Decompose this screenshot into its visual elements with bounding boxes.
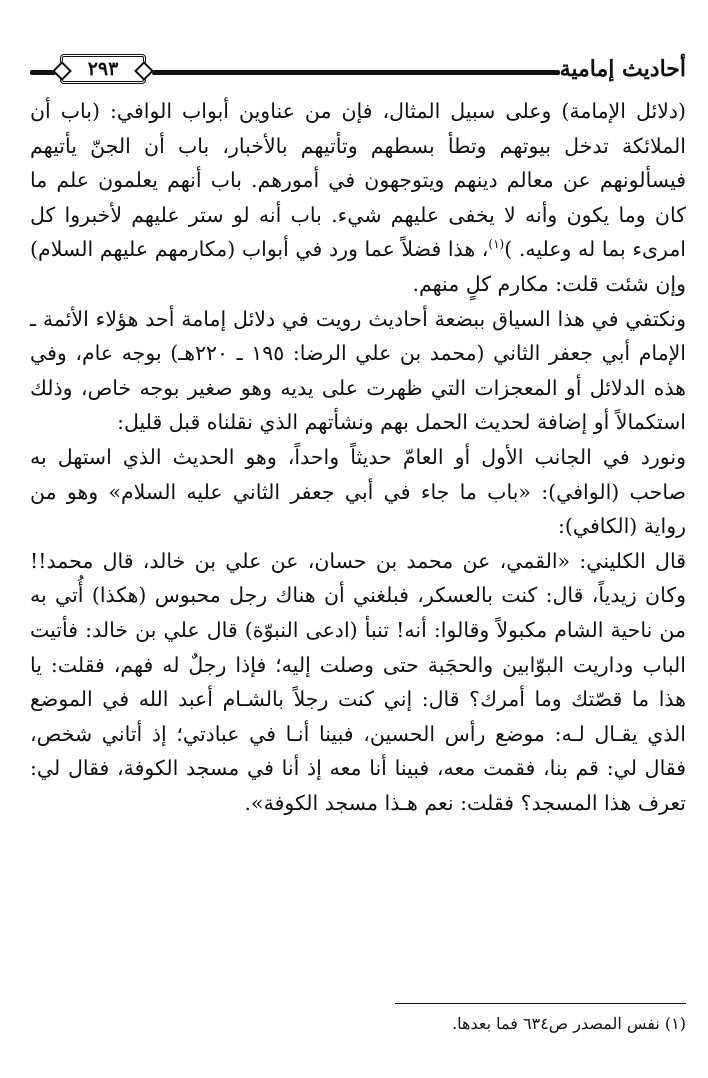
paragraph-1-text-continued: ، هذا فضلاً عما ورد في أبواب (مكارمهم عليهم السلام) وإن شئت قلت: مكارم كلٍ منهم.	[30, 237, 686, 296]
footnote-reference: (١)	[488, 237, 505, 252]
paragraph-2: ونكتفي في هذا السياق ببضعة أحاديث رويت في دلائل إمامة أحد هؤلاء الأئمة ـ الإمام أبي جعفر الثاني (محمد بن علي الرضا: ١٩٥ ـ ٢٢٠هـ) بوجه عام، وفي هذه الدلائل أو المعجزات التي ظهرت على يديه وهو صغير بوجه خاص، وذلك استكمالاً أو إضافة لحديث الحمل بهم ونشأتهم الذي نقلناه قبل قليل:	[30, 306, 686, 435]
paragraph-3: ونورد في الجانب الأول أو العامّ حديثاً واحداً، وهو الحديث الذي استهل به صاحب (الوافي): «باب ما جاء في أبي جعفر الثاني عليه السلام» وهو من رواية (الكافي):	[30, 444, 686, 539]
paragraph-1	[30, 94, 686, 302]
running-title: أحاديث إمامية	[559, 56, 686, 82]
header-rule-right	[152, 70, 560, 75]
paragraph-1-text: (دلائل الإمامة) وعلى سبيل المثال، فإن من عناوين أبواب الوافي: (باب أن الملائكة تدخل بيوتهم وتطأ بسطهم وتأتيهم بالأخبار، باب أن الجنّ يأتيهم فيسألونهم عن معالم دينهم ويتوجهون في أمورهم. باب أنهم يعلمون علم ما كان وما يكون وأنه لا يخفى عليهم شيء. باب أنه لو ستر عليهم لأخبروا كل امرىء بما له وعليه. )	[30, 99, 687, 262]
page-number: ٢٩٣	[60, 54, 146, 84]
main-text	[30, 94, 686, 820]
paragraph-4: قال الكليني: «القمي، عن محمد بن حسان، عن علي بن خالد، قال محمد!! وكان زيدياً، قال: كنت بالعسكر، فبلغني أن هناك رجل محبوس (هكذا) أُتي به من ناحية الشام مكبولاً وقالوا: أنه! تنبأ (ادعى النبوّة) قال علي بن خالد: فأتيت الباب وداريت البوّابين والحجَبة حتى وصلت إليه؛ فإذا رجلٌ له فهم، فقلت: يا هذا ما قصّتك وما أمرك؟ قال: إني كنت رجلاً بالشـام أعبد الله في الموضع الذي يقـال لـه: موضع رأس الحسين، فبينا أنـا في عبادتي؛ إذ أتاني شخص، فقال لي: قم بنا، فقمت معه، فبينا أنا معه إذ أنا في مسجد الكوفة، فقال لي: تعرف هذا المسجد؟ فقلت: نعم هـذا مسجد الكوفة».	[30, 548, 686, 815]
footnote-separator	[395, 1003, 686, 1004]
footnote: (١) نفس المصدر ص٦٣٤ فما بعدها.	[452, 1014, 686, 1033]
page-header	[30, 52, 686, 92]
